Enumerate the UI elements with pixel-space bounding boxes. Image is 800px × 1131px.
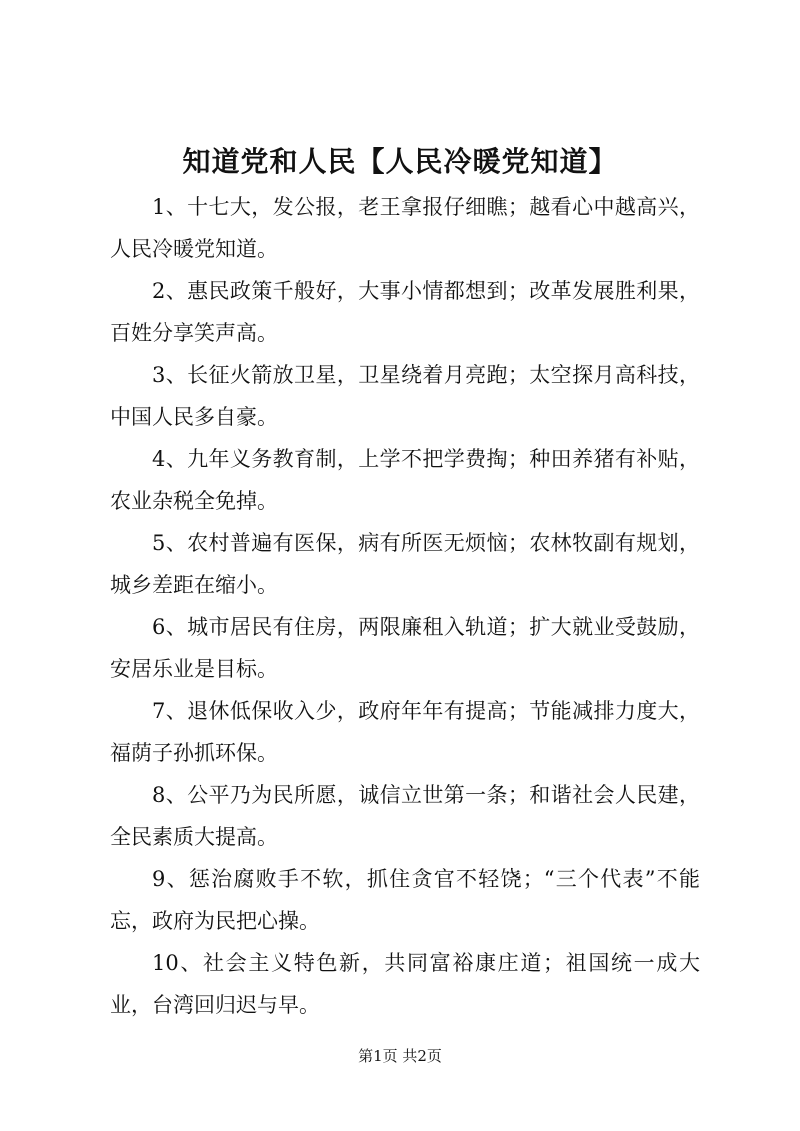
paragraph-7: 7、退休低保收入少，政府年年有提高；节能减排力度大，福荫子孙抓环保。 [110, 699, 700, 765]
paragraph-8: 8、公平乃为民所愿，诚信立世第一条；和谐社会人民建，全民素质大提高。 [110, 783, 700, 849]
paragraph-6: 6、城市居民有住房，两限廉租入轨道；扩大就业受鼓励，安居乐业是目标。 [110, 615, 700, 681]
paragraph-2: 2、惠民政策千般好，大事小情都想到；改革发展胜利果，百姓分享笑声高。 [110, 279, 700, 345]
paragraph-10: 10、社会主义特色新，共同富裕康庄道；祖国统一成大业，台湾回归迟与早。 [110, 951, 700, 1017]
paragraph-5: 5、农村普遍有医保，病有所医无烦恼；农林牧副有规划，城乡差距在缩小。 [110, 531, 700, 597]
paragraph-4: 4、九年义务教育制，上学不把学费掏；种田养猪有补贴，农业杂税全免掉。 [110, 447, 700, 513]
paragraph-3: 3、长征火箭放卫星，卫星绕着月亮跑；太空探月高科技，中国人民多自豪。 [110, 363, 700, 429]
document-title: 知道党和人民【人民冷暖党知道】 [182, 145, 618, 178]
paragraph-9: 9、惩治腐败手不软，抓住贪官不轻饶；“三个代表”不能忘，政府为民把心操。 [110, 867, 700, 933]
page-footer: 第1页 共2页 [358, 1047, 442, 1065]
document-body [110, 186, 700, 1026]
paragraph-1: 1、十七大，发公报，老王拿报仔细瞧；越看心中越高兴，人民冷暖党知道。 [110, 195, 700, 261]
